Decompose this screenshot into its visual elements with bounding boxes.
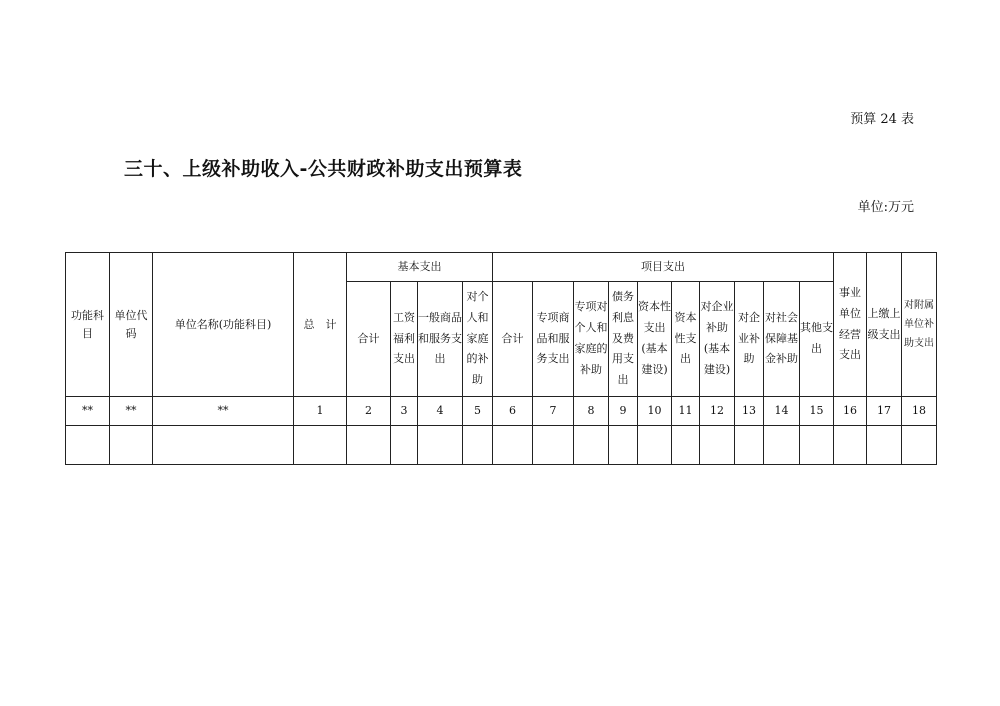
data-cell [735, 426, 764, 465]
index-cell: 12 [700, 397, 735, 426]
index-cell: 5 [463, 397, 493, 426]
project-col: 其他支出 [800, 282, 834, 397]
project-col: 资本性支出(基本建设) [638, 282, 672, 397]
index-cell: 3 [391, 397, 418, 426]
data-cell [391, 426, 418, 465]
table-row [66, 426, 937, 465]
index-cell: 7 [533, 397, 574, 426]
data-cell [66, 426, 110, 465]
index-cell: 18 [902, 397, 937, 426]
col-unit-name: 单位名称(功能科目) [153, 253, 294, 397]
budget-table [65, 252, 937, 465]
data-cell [574, 426, 609, 465]
project-col: 合计 [493, 282, 533, 397]
project-col: 对企业补助 [735, 282, 764, 397]
col-business-exp: 事业单位经营支出 [834, 253, 867, 397]
data-cell [638, 426, 672, 465]
data-cell [347, 426, 391, 465]
col-unit-code: 单位代码 [110, 253, 153, 397]
project-col: 资本性支出 [672, 282, 700, 397]
index-cell: 14 [764, 397, 800, 426]
data-cell [418, 426, 463, 465]
index-cell: 4 [418, 397, 463, 426]
index-cell: 2 [347, 397, 391, 426]
index-cell: 8 [574, 397, 609, 426]
data-cell [463, 426, 493, 465]
project-col: 对企业补助(基本建设) [700, 282, 735, 397]
project-col: 专项对个人和家庭的补助 [574, 282, 609, 397]
index-cell: 10 [638, 397, 672, 426]
basic-col: 对个人和家庭的补助 [463, 282, 493, 397]
index-cell: ** [66, 397, 110, 426]
data-cell [902, 426, 937, 465]
index-row [66, 397, 937, 426]
data-cell [672, 426, 700, 465]
basic-col: 一般商品和服务支出 [418, 282, 463, 397]
data-cell [533, 426, 574, 465]
data-cell [700, 426, 735, 465]
index-cell: 6 [493, 397, 533, 426]
data-cell [609, 426, 638, 465]
basic-col: 工资福利支出 [391, 282, 418, 397]
col-subsidiary: 对附属单位补助支出 [902, 253, 937, 397]
data-cell [764, 426, 800, 465]
data-cell [800, 426, 834, 465]
data-cell [110, 426, 153, 465]
data-cell [834, 426, 867, 465]
project-col: 对社会保障基金补助 [764, 282, 800, 397]
form-number: 预算 24 表 [850, 112, 914, 127]
index-cell: 1 [294, 397, 347, 426]
project-col: 债务利息及费用支出 [609, 282, 638, 397]
group-basic: 基本支出 [347, 253, 493, 282]
data-cell [867, 426, 902, 465]
data-cell [153, 426, 294, 465]
col-upper-pay: 上缴上级支出 [867, 253, 902, 397]
page-title: 三十、上级补助收入-公共财政补助支出预算表 [124, 158, 523, 180]
data-cell [294, 426, 347, 465]
basic-col: 合计 [347, 282, 391, 397]
index-cell: 13 [735, 397, 764, 426]
index-cell: ** [153, 397, 294, 426]
index-cell: ** [110, 397, 153, 426]
project-col: 专项商品和服务支出 [533, 282, 574, 397]
col-total: 总 计 [294, 253, 347, 397]
col-func-subject: 功能科目 [66, 253, 110, 397]
index-cell: 9 [609, 397, 638, 426]
group-project: 项目支出 [493, 253, 834, 282]
index-cell: 11 [672, 397, 700, 426]
index-cell: 17 [867, 397, 902, 426]
data-cell [493, 426, 533, 465]
index-cell: 15 [800, 397, 834, 426]
index-cell: 16 [834, 397, 867, 426]
unit-label: 单位:万元 [857, 200, 914, 215]
